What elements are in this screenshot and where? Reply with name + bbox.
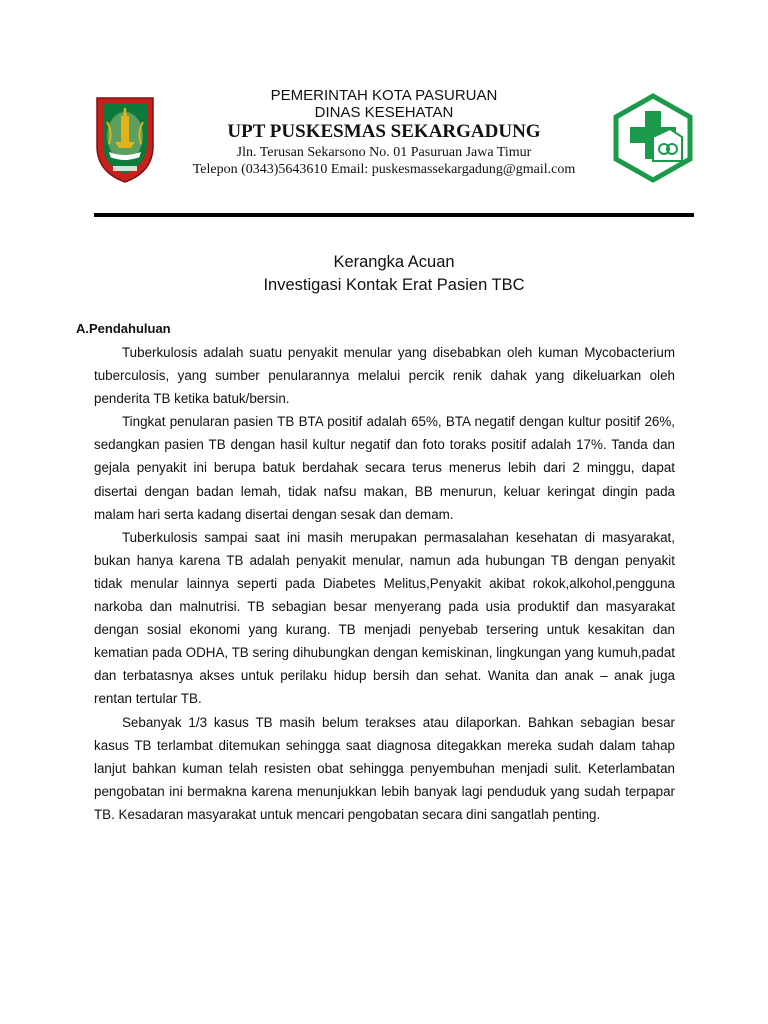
letterhead-contact: Telepon (0343)5643610 Email: puskesmassekargadung@gmail.com — [192, 162, 576, 177]
paragraph: Sebanyak 1/3 kasus TB masih belum terakses atau dilaporkan. Bahkan sebagian besar kasus TB terlambat ditemukan sehingga saat diagnosa ditegakkan mereka sudah dalam tahap lanjut bahkan kuman telah resisten obat sehingga penyembuhan menjadi sulit. Keterlambatan pengobatan ini bermakna karena menunjukkan lebih banyak lagi penduduk yang sudah terpapar TB. Kesadaran masyarakat untuk mencari pengobatan secara dini sangatlah penting. — [94, 714, 675, 822]
letterhead-department-line: DINAS KESEHATAN — [314, 104, 454, 121]
puskesmas-logo-icon — [612, 93, 694, 183]
document-title: Kerangka Acuan — [333, 253, 455, 271]
paragraph: Tingkat penularan pasien TB BTA positif adalah 65%, BTA negatif dengan kultur positif 26%, sedangkan pasien TB dengan hasil kultur negatif dan foto toraks positif adalah 17%. Tanda dan gejala penyakit ini berupa batuk berdahak secara terus menerus lebih dari 2 minggu, dapat disertai dengan badan lemah, tidak nafsu makan, BB menurun, keluar keringat dingin pada malam hari serta kadang disertai dengan sesak dan demam. — [94, 414, 675, 522]
letterhead-divider — [94, 213, 694, 217]
letterhead-government-line: PEMERINTAH KOTA PASURUAN — [270, 87, 498, 104]
letterhead-institution-name: UPT PUSKESMAS SEKARGADUNG — [227, 121, 541, 142]
pasuruan-city-emblem-icon — [93, 92, 157, 184]
letterhead-address: Jln. Terusan Sekarsono No. 01 Pasuruan Jawa Timur — [236, 145, 532, 160]
paragraph: Tuberkulosis adalah suatu penyakit menular yang disebabkan oleh kuman Mycobacterium tuberculosis, yang sumber penularannya melalui percik renik dahak yang dikeluarkan oleh penderita TB ketika batuk/bersin. — [94, 345, 675, 407]
section-heading: A.Pendahuluan — [76, 321, 171, 336]
paragraph: Tuberkulosis sampai saat ini masih merupakan permasalahan kesehatan di masyarakat, bukan hanya karena TB adalah penyakit menular, namun ada hubungan TB dengan penyakit tidak menular lainnya seperti pada Diabetes Melitus,Penyakit akibat rokok,alkohol,pengguna narkoba dan malnutrisi. TB sebagian besar menyerang pada usia produktif dan masyarakat dengan sosial ekonomi yang kurang. TB menjadi penyebab tersering untuk kesakitan dan kematian pada ODHA, TB sering dihubungkan dengan kemiskinan, lingkungan yang kumuh,padat dan terbatasnya akses untuk perilaku hidup bersih dan sehat. Wanita dan anak – anak juga rentan tertular TB. — [94, 529, 675, 707]
document-body — [94, 341, 675, 826]
document-subtitle: Investigasi Kontak Erat Pasien TBC — [263, 276, 525, 294]
